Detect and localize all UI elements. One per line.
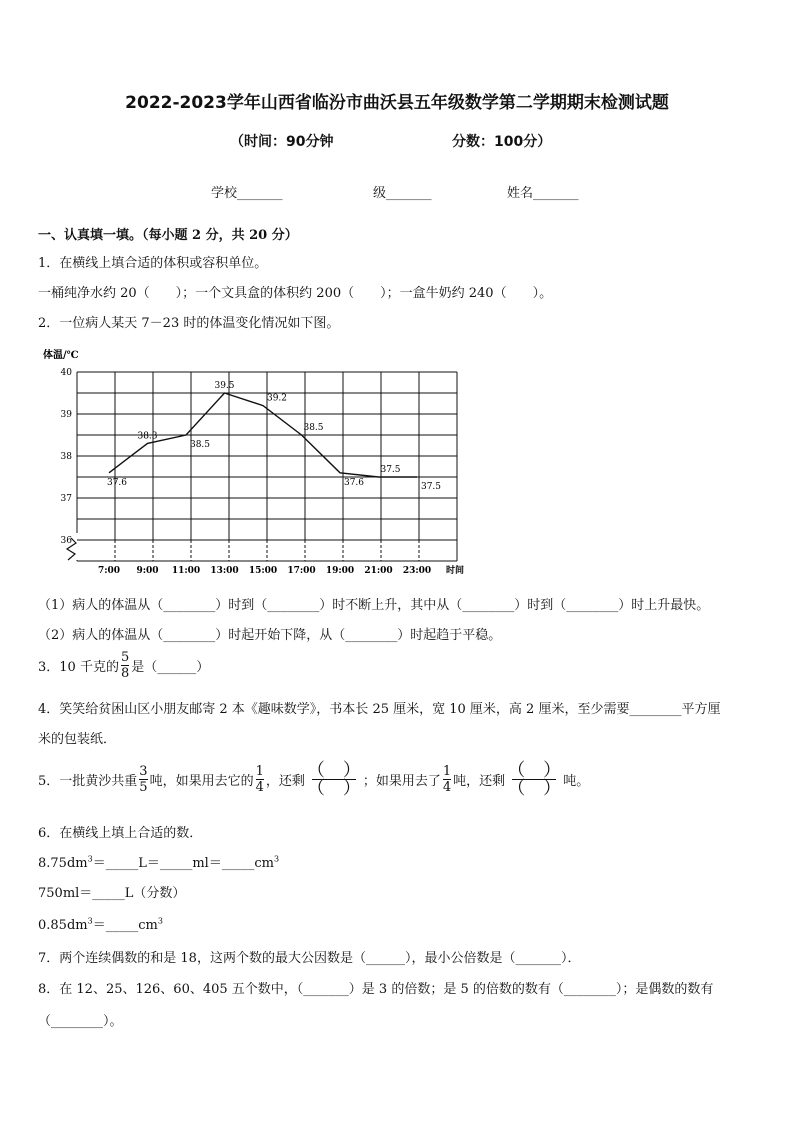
q5-text-5: 吨，还剩: [453, 774, 506, 789]
y-tick-label: 38: [60, 452, 72, 462]
blank-fraction: （ ） （ ）: [306, 760, 361, 799]
x-tick-label: 11:00: [171, 566, 201, 576]
x-tick-label: 23:00: [402, 566, 432, 576]
q3-suffix: 是（______）: [131, 660, 210, 675]
q2-sub1: （1）病人的体温从（________）时到（________）时不断上升，其中从（________）时到（________）时上升最快。: [38, 598, 710, 613]
q5-text-1: 5．一批黄沙共重: [38, 774, 138, 789]
data-label: 38.5: [303, 423, 324, 433]
q8-line2: （________）。: [38, 1014, 123, 1029]
x-tick-label: 19:00: [325, 566, 355, 576]
data-label: 39.5: [214, 381, 235, 391]
x-tick-label: 21:00: [364, 566, 393, 576]
q1-blanks: 一桶纯净水约 20（ ）；一个文具盒的体积约 200（ ）；一盒牛奶约 240（ ）。: [38, 286, 553, 301]
name-field: 姓名_______: [507, 186, 579, 201]
data-label: 37.5: [420, 482, 442, 492]
q2-sub2: （2）病人的体温从（________）时起开始下降，从（________）时起趋于平稳。: [38, 628, 502, 643]
fraction: $\frac{1}{4}$: [442, 764, 452, 795]
data-label: 38.5: [189, 440, 211, 450]
q4-line2: 米的包装纸．: [38, 732, 117, 747]
denominator: 8: [120, 666, 130, 681]
blank-fraction: （ ） （ ）: [507, 760, 562, 799]
q1-stem: 1．在横线上填合适的体积或容积单位。: [38, 256, 268, 271]
q5-text-2: 吨，如果用去它的: [149, 774, 254, 789]
x-tick-label: 9:00: [136, 566, 159, 576]
data-label: 37.5: [380, 465, 401, 475]
q5-text-6: 吨。: [563, 774, 590, 789]
q5: [38, 762, 589, 797]
data-label: 37.6: [343, 477, 365, 488]
x-tick-label: 13:00: [210, 566, 239, 576]
data-label: 39.2: [266, 393, 288, 404]
x-axis-label: 时间: [446, 566, 465, 576]
fraction: [121, 650, 129, 681]
q6-line3: $0.85dm^3=\_\_\_\_\_cm^3$: [38, 916, 163, 933]
q4-line1: 4．笑笑给贫困山区小朋友邮寄 2 本《趣味数学》，书本长 25 厘米，宽 10 厘米，高 2 厘米，至少需要________平方厘: [38, 702, 721, 717]
q6-line1: $8.75dm^3=\_\_\_\_\_L=\_\_\_\_\_ml=\_\_\_\_\_cm^3$: [38, 854, 280, 871]
q2-stem: 2．一位病人某天 7－23 时的体温变化情况如下图。: [38, 316, 340, 331]
y-axis-label: 体温/℃: [43, 350, 79, 361]
temperature-series: [107, 381, 441, 492]
exam-time: （时间：90分钟: [230, 134, 334, 150]
q5-text-4: ；如果用去了: [362, 774, 441, 789]
y-tick-label: 37: [60, 494, 72, 504]
y-axis-ticks: [61, 368, 73, 546]
fraction: $\frac{1}{4}$: [255, 764, 264, 795]
q6-stem: 6．在横线上填上合适的数．: [38, 826, 203, 841]
x-axis-ticks: [98, 566, 431, 576]
x-tick-label: 7:00: [97, 566, 121, 576]
school-field: 学校_______: [211, 186, 283, 201]
x-tick-label: 15:00: [248, 566, 278, 576]
page-title: 2022-2023学年山西省临汾市曲沃县五年级数学第二学期期末检测试题: [125, 93, 669, 113]
y-tick-label: 39: [60, 410, 72, 420]
exam-score: 分数：100分）: [452, 134, 552, 150]
y-tick-label: 40: [60, 368, 72, 378]
q8-line1: 8．在 12、25、126、60、405 五个数中，（_______）是 3 的倍数；是 5 的倍数的数有（________）；是偶数的数有: [38, 982, 714, 997]
data-label: 38.3: [137, 431, 158, 442]
fraction: $\frac{3}{5}$: [139, 764, 148, 795]
data-label: 37.6: [106, 477, 128, 488]
temperature-chart: [30, 342, 490, 582]
q3: [38, 650, 209, 681]
q3-prefix: 3．10 千克的: [38, 660, 119, 675]
y-tick-label: 36: [60, 536, 72, 546]
q7-line: 7．两个连续偶数的和是 18，这两个数的最大公因数是（______），最小公倍数是（_______）．: [38, 951, 581, 966]
x-tick-label: 17:00: [287, 566, 316, 576]
q6-line2: 750ml＝_____L（分数）: [38, 886, 186, 901]
grade-field: 级_______: [373, 186, 432, 201]
numerator: 5: [120, 650, 130, 665]
q5-text-3: ，还剩: [265, 774, 305, 789]
section-heading: 一、认真填一填。（每小题 2 分，共 20 分）: [38, 228, 298, 243]
